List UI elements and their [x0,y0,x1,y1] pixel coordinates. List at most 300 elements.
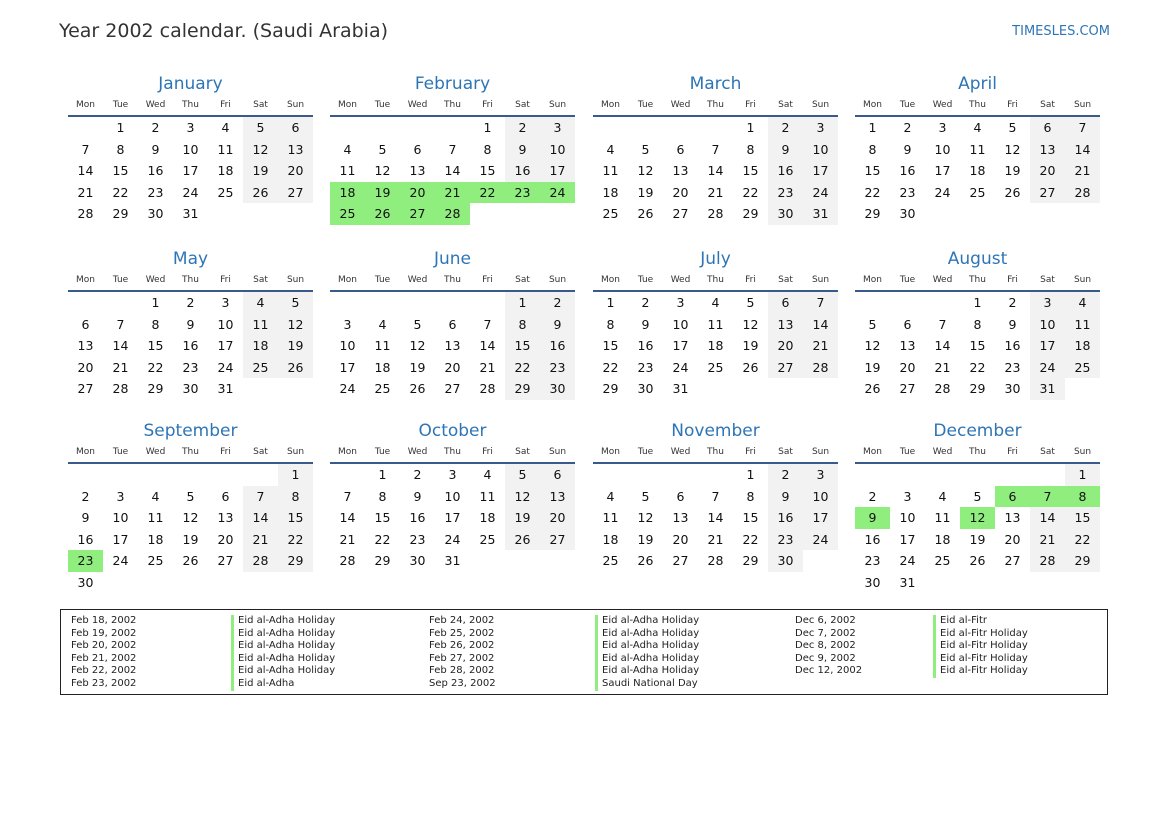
day-cell: 5 [973,488,982,504]
weekday-label: Sat [1040,100,1055,110]
day-cell: 18 [969,163,986,179]
day-cell: 17 [540,160,575,182]
day-cell: 21 [243,529,278,551]
day-cell: 30 [864,574,881,590]
holiday-day-cell: 25 [330,203,365,225]
day-cell: 13 [444,338,461,354]
day-cell: 20 [278,160,313,182]
weekday-label: Sun [1073,447,1092,457]
legend-holiday-name: Eid al-Fitr Holiday [933,653,1028,666]
day-cell: 3 [903,488,912,504]
site-link[interactable]: TIMESLES.COM [1012,24,1110,39]
day-cell: 23 [768,529,803,551]
day-cell: 18 [602,184,619,200]
weekday-header [593,442,838,464]
day-cell: 2 [641,295,650,310]
weekday-header [68,270,313,292]
day-cell: 12 [243,139,278,161]
day-cell: 20 [1004,531,1021,547]
weekday-label: Wed [145,100,166,110]
weekday-label: Fri [745,275,756,285]
empty-cell [330,464,365,486]
weekday-label: Mon [863,447,882,457]
legend-holiday-name: Eid al-Adha Holiday [595,628,699,641]
day-cell: 10 [182,141,199,157]
day-cell: 4 [243,292,278,314]
month-june [330,248,575,400]
day-cell: 12 [637,510,654,526]
day-cell: 11 [217,141,234,157]
day-cell: 5 [243,117,278,139]
legend-date: Feb 24, 2002 [429,615,495,626]
day-cell: 9 [768,486,803,508]
day-cell: 11 [934,510,951,526]
weekday-label: Wed [407,275,428,285]
day-cell: 1 [505,292,540,314]
day-cell: 15 [112,163,129,179]
weekday-label: Mon [863,275,882,285]
day-cell: 11 [707,316,724,332]
day-cell: 25 [147,553,164,569]
empty-cell [400,292,435,314]
day-cell: 17 [899,531,916,547]
day-cell: 30 [147,206,164,222]
day-cell: 27 [1004,553,1021,569]
day-cell: 9 [151,141,160,157]
day-cell: 25 [707,359,724,375]
weekday-label: Thu [182,447,199,457]
day-cell: 24 [803,182,838,204]
day-cell: 24 [672,359,689,375]
day-cell: 6 [413,141,422,157]
day-cell: 21 [112,359,129,375]
day-cell: 31 [182,206,199,222]
day-cell: 15 [505,335,540,357]
day-cell: 2 [186,295,195,310]
day-cell: 24 [112,553,129,569]
day-cell: 9 [641,316,650,332]
day-cell: 18 [479,510,496,526]
day-cell: 24 [934,184,951,200]
day-cell: 5 [641,141,650,157]
empty-cell [593,117,628,139]
day-cell: 9 [186,316,195,332]
day-cell: 10 [803,486,838,508]
empty-cell [663,117,698,139]
day-cell: 19 [243,160,278,182]
empty-cell [698,117,733,139]
day-cell: 7 [483,316,492,332]
weekday-label: Mon [76,447,95,457]
day-cell: 22 [742,531,759,547]
day-cell: 15 [742,163,759,179]
day-grid [593,117,838,225]
day-cell: 26 [243,182,278,204]
weekday-label: Wed [670,275,691,285]
day-cell: 26 [1004,184,1021,200]
day-cell: 8 [868,141,877,157]
day-cell: 14 [1030,507,1065,529]
day-cell: 3 [1030,292,1065,314]
day-cell: 14 [803,314,838,336]
day-cell: 14 [444,163,461,179]
day-cell: 21 [934,359,951,375]
day-cell: 15 [278,507,313,529]
day-cell: 29 [602,381,619,397]
day-cell: 8 [746,141,755,157]
day-cell: 5 [868,316,877,332]
day-cell: 3 [676,295,685,310]
day-cell: 29 [742,553,759,569]
day-cell: 9 [540,314,575,336]
weekday-label: Mon [338,100,357,110]
day-grid [68,292,313,400]
day-cell: 20 [1030,160,1065,182]
day-cell: 28 [479,381,496,397]
day-cell: 23 [540,357,575,379]
day-cell: 29 [969,381,986,397]
day-cell: 6 [903,316,912,332]
day-cell: 17 [672,338,689,354]
weekday-label: Tue [899,275,916,285]
day-cell: 8 [746,488,755,504]
day-cell: 24 [182,184,199,200]
empty-cell [698,464,733,486]
month-november [593,420,838,572]
day-cell: 22 [147,359,164,375]
day-cell: 31 [899,574,916,590]
day-cell: 20 [768,335,803,357]
weekday-label: Sun [548,275,567,285]
day-cell: 25 [243,357,278,379]
day-cell: 1 [483,120,492,135]
day-cell: 14 [934,338,951,354]
empty-cell [435,292,470,314]
day-cell: 21 [1065,160,1100,182]
day-cell: 29 [374,553,391,569]
weekday-label: Tue [112,100,129,110]
day-cell: 1 [606,295,615,310]
weekday-label: Tue [899,447,916,457]
empty-cell [243,464,278,486]
day-cell: 22 [1065,529,1100,551]
day-cell: 18 [602,531,619,547]
day-cell: 17 [182,163,199,179]
day-cell: 13 [77,338,94,354]
day-cell: 29 [742,206,759,222]
empty-cell [628,464,663,486]
day-cell: 7 [448,141,457,157]
legend-date: Dec 9, 2002 [795,652,856,664]
day-cell: 8 [483,141,492,157]
day-cell: 27 [77,381,94,397]
weekday-label: Sun [811,447,830,457]
day-grid [68,464,313,594]
empty-cell [330,292,365,314]
holiday-day-cell: 23 [68,550,103,572]
day-cell: 6 [221,488,230,504]
day-cell: 13 [409,163,426,179]
day-cell: 22 [864,184,881,200]
day-cell: 14 [1065,139,1100,161]
day-cell: 21 [339,531,356,547]
day-cell: 10 [339,338,356,354]
empty-cell [470,292,505,314]
day-cell: 2 [540,292,575,314]
day-cell: 10 [899,510,916,526]
day-cell: 5 [278,292,313,314]
weekday-label: Sun [811,100,830,110]
month-january [68,73,313,225]
weekday-header [855,442,1100,464]
legend-holiday-name: Eid al-Adha [231,678,335,691]
day-cell: 28 [934,381,951,397]
day-cell: 28 [1065,182,1100,204]
day-cell: 4 [151,488,160,504]
month-may [68,248,313,400]
legend-date: Feb 28, 2002 [429,665,495,677]
legend-names [231,615,335,691]
empty-cell [173,464,208,486]
day-cell: 30 [637,381,654,397]
weekday-label: Wed [407,447,428,457]
day-cell: 7 [938,316,947,332]
legend-date: Feb 18, 2002 [71,615,137,626]
weekday-header [330,270,575,292]
day-cell: 14 [77,163,94,179]
day-cell: 23 [409,531,426,547]
day-cell: 8 [278,486,313,508]
day-cell: 26 [278,357,313,379]
day-cell: 15 [969,338,986,354]
weekday-label: Sat [515,447,530,457]
day-cell: 10 [1030,314,1065,336]
holiday-day-cell: 27 [400,203,435,225]
holiday-day-cell: 20 [400,182,435,204]
day-cell: 25 [374,381,391,397]
weekday-label: Sun [548,447,567,457]
day-cell: 18 [707,338,724,354]
legend-dates [795,615,862,678]
day-cell: 28 [707,206,724,222]
legend-holiday-name: Saudi National Day [595,678,699,691]
weekday-header [68,442,313,464]
empty-cell [330,117,365,139]
day-cell: 18 [934,531,951,547]
day-cell: 1 [116,120,125,135]
month-name: March [689,74,742,94]
weekday-label: Thu [969,275,986,285]
day-cell: 12 [637,163,654,179]
day-cell: 21 [707,531,724,547]
legend-holiday-name: Eid al-Adha Holiday [231,640,335,653]
day-cell: 9 [903,141,912,157]
day-cell: 23 [1004,359,1021,375]
day-cell: 28 [77,206,94,222]
day-cell: 16 [182,338,199,354]
weekday-label: Sat [515,100,530,110]
legend-holiday-name: Eid al-Adha Holiday [595,653,699,666]
day-cell: 13 [217,510,234,526]
day-cell: 8 [151,316,160,332]
day-grid [593,464,838,572]
day-cell: 25 [1065,357,1100,379]
day-cell: 31 [672,381,689,397]
day-cell: 5 [641,488,650,504]
day-cell: 27 [217,553,234,569]
legend-date: Feb 23, 2002 [71,677,137,689]
day-cell: 14 [243,507,278,529]
day-cell: 3 [803,117,838,139]
empty-cell [890,292,925,314]
day-cell: 11 [374,338,391,354]
day-cell: 19 [182,531,199,547]
day-cell: 9 [81,510,90,526]
day-cell: 6 [1030,117,1065,139]
day-cell: 22 [278,529,313,551]
weekday-label: Sun [1073,275,1092,285]
day-cell: 31 [444,553,461,569]
weekday-label: Thu [444,447,461,457]
day-cell: 18 [147,531,164,547]
day-cell: 2 [413,467,422,482]
weekday-label: Wed [670,100,691,110]
weekday-label: Sat [778,100,793,110]
day-cell: 6 [768,292,803,314]
day-cell: 7 [711,488,720,504]
day-cell: 13 [672,510,689,526]
month-december [855,420,1100,594]
month-october [330,420,575,572]
weekday-label: Tue [374,447,391,457]
legend-holiday-name: Eid al-Fitr Holiday [933,628,1028,641]
day-cell: 20 [77,359,94,375]
day-cell: 16 [768,507,803,529]
holiday-day-cell: 6 [995,486,1030,508]
day-cell: 12 [1004,141,1021,157]
weekday-label: Wed [670,447,691,457]
day-cell: 3 [221,295,230,310]
day-cell: 17 [444,510,461,526]
legend-date: Feb 21, 2002 [71,652,137,664]
day-cell: 25 [479,531,496,547]
legend-date: Sep 23, 2002 [429,677,496,689]
day-cell: 21 [803,335,838,357]
empty-cell [208,464,243,486]
weekday-label: Sat [515,275,530,285]
day-cell: 14 [707,163,724,179]
day-cell: 8 [973,316,982,332]
day-cell: 1 [151,295,160,310]
month-september [68,420,313,594]
day-cell: 18 [243,335,278,357]
day-cell: 22 [112,184,129,200]
day-cell: 15 [1065,507,1100,529]
weekday-label: Thu [182,100,199,110]
day-cell: 6 [278,117,313,139]
day-cell: 9 [413,488,422,504]
month-february [330,73,575,225]
legend-date: Dec 6, 2002 [795,615,856,626]
weekday-label: Thu [707,447,724,457]
day-cell: 13 [768,314,803,336]
weekday-label: Fri [1007,447,1018,457]
empty-cell [400,117,435,139]
day-cell: 4 [343,141,352,157]
month-name: January [158,74,223,94]
day-cell: 4 [606,488,615,504]
day-cell: 29 [1065,550,1100,572]
weekday-label: Mon [601,275,620,285]
day-cell: 3 [540,117,575,139]
weekday-header [330,95,575,117]
day-cell: 2 [505,117,540,139]
day-cell: 22 [969,359,986,375]
day-cell: 4 [938,488,947,504]
month-name: June [433,249,472,269]
weekday-label: Fri [482,447,493,457]
month-name: July [700,249,731,269]
day-cell: 14 [112,338,129,354]
weekday-label: Tue [112,447,129,457]
day-cell: 19 [637,531,654,547]
day-cell: 23 [899,184,916,200]
weekday-label: Thu [444,100,461,110]
legend-date: Feb 25, 2002 [429,627,495,639]
day-cell: 2 [81,488,90,504]
day-cell: 16 [505,160,540,182]
day-cell: 2 [1008,295,1017,310]
weekday-label: Mon [76,275,95,285]
weekday-label: Sun [286,100,305,110]
weekday-label: Wed [407,100,428,110]
weekday-label: Sat [253,100,268,110]
day-cell: 24 [803,529,838,551]
day-cell: 5 [413,316,422,332]
day-cell: 25 [602,206,619,222]
day-cell: 18 [374,359,391,375]
page-title: Year 2002 calendar. (Saudi Arabia) [59,20,388,42]
day-grid [855,464,1100,594]
day-cell: 7 [343,488,352,504]
day-cell: 20 [672,531,689,547]
day-cell: 24 [339,381,356,397]
empty-cell [925,464,960,486]
day-cell: 31 [1030,378,1065,400]
day-cell: 10 [934,141,951,157]
day-cell: 6 [81,316,90,332]
day-cell: 1 [746,467,755,482]
day-cell: 17 [803,160,838,182]
day-cell: 17 [1030,335,1065,357]
legend-holiday-name: Eid al-Fitr Holiday [933,640,1028,653]
day-cell: 13 [1030,139,1065,161]
day-cell: 14 [479,338,496,354]
legend-date: Feb 26, 2002 [429,640,495,652]
day-cell: 16 [864,531,881,547]
day-cell: 27 [540,529,575,551]
empty-cell [103,464,138,486]
day-cell: 22 [505,357,540,379]
day-cell: 29 [112,206,129,222]
day-cell: 11 [969,141,986,157]
month-name: October [418,421,487,441]
day-cell: 19 [278,335,313,357]
empty-cell [925,292,960,314]
day-cell: 3 [116,488,125,504]
day-cell: 9 [505,139,540,161]
empty-cell [855,292,890,314]
